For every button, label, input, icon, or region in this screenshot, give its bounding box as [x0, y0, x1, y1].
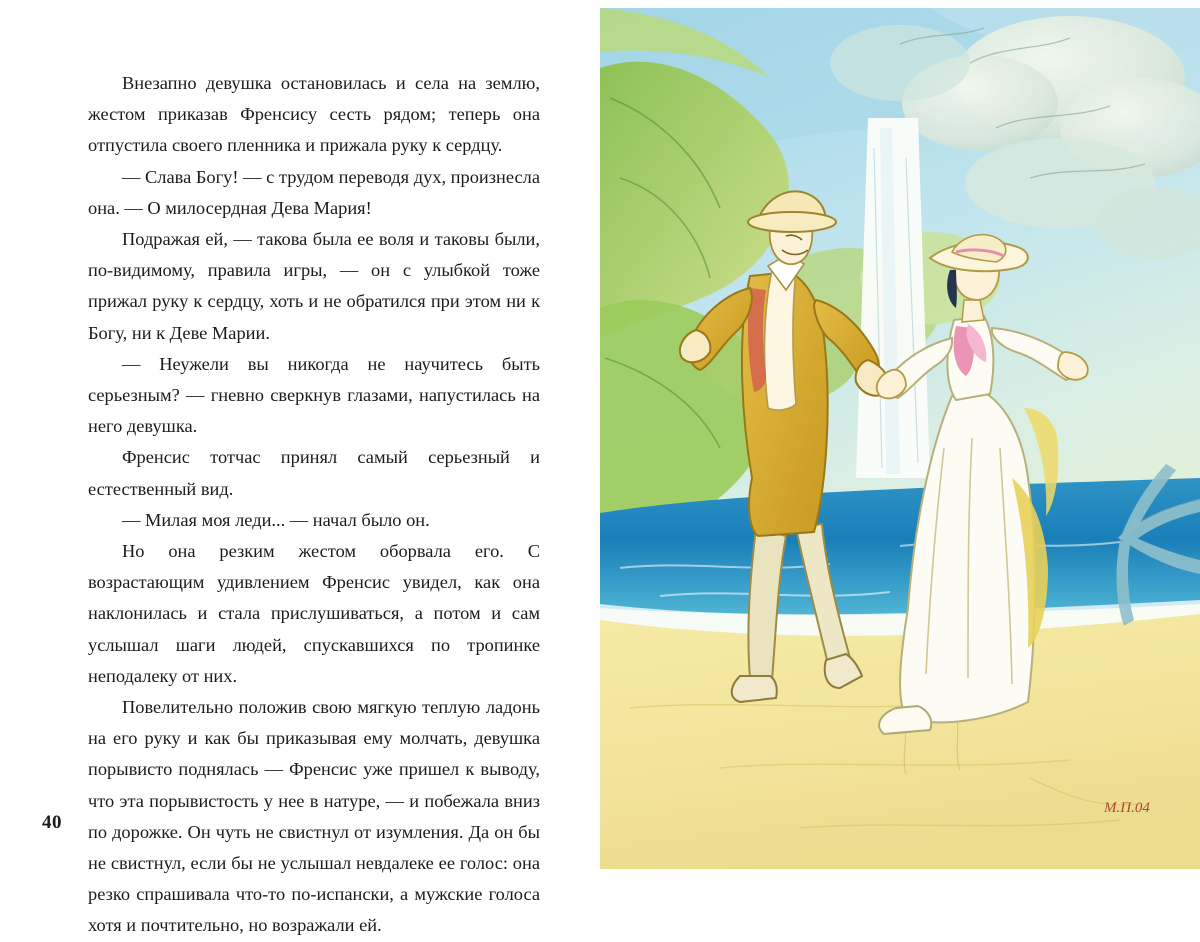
body-text — [88, 68, 540, 942]
left-text-page — [0, 0, 600, 936]
paragraph: Повелительно положив свою мягкую теплую ладонь на его руку и как бы приказывая ему молчать, девушка порывисто поднялась — Френсис уже пришел к выводу, что эта порывистость у нее в натуре, — и побежала вниз по дорожке. Он чуть не свистнул от изумления. Да он бы не свистнул, если бы не услышал невдалеке ее голос: она резко спрашивала что-то по-испански, а мужские голоса хотя и почтительно, но возражали ей. — [88, 697, 540, 936]
sea — [600, 478, 1200, 642]
waterfall — [856, 118, 930, 478]
paragraph: Внезапно девушка остановилась и села на землю, жестом приказав Френсису сесть рядом; теперь она отпустила своего пленника и прижала руку к сердцу. — [88, 73, 540, 156]
paragraph: Френсис тотчас принял самый серьезный и естественный вид. — [88, 447, 540, 499]
svg-text:М.П.04: М.П.04 — [1104, 800, 1150, 816]
paragraph: Но она резким жестом оборвала его. С возрастающим удивлением Френсис увидел, как она наклонилась и стала прислушиваться, а потом и сам услышал шаги людей, спускавшихся по тропинке неподалеку от них. — [88, 541, 540, 686]
page-number: 40 — [42, 812, 62, 833]
right-illustration-page — [600, 0, 1200, 877]
watercolor-beach-illustration — [600, 8, 1200, 869]
sand — [600, 614, 1200, 869]
paragraph: — Милая моя леди... — начал было он. — [122, 509, 430, 530]
paragraph: Подражая ей, — такова была ее воля и таковы были, по-видимому, правила игры, — он с улыбкой тоже прижал руку к сердцу, хоть и не обратился при этом ни к Богу, ни к Деве Марии. — [88, 229, 540, 343]
illustration-frame — [600, 8, 1200, 869]
artist-signature — [1103, 800, 1150, 816]
paragraph: — Слава Богу! — с трудом переводя дух, произнесла она. — О милосердная Дева Мария! — [88, 166, 540, 218]
paragraph: — Неужели вы никогда не научитесь быть серьезным? — гневно сверкнув глазами, напустилась на него девушка. — [88, 353, 540, 437]
